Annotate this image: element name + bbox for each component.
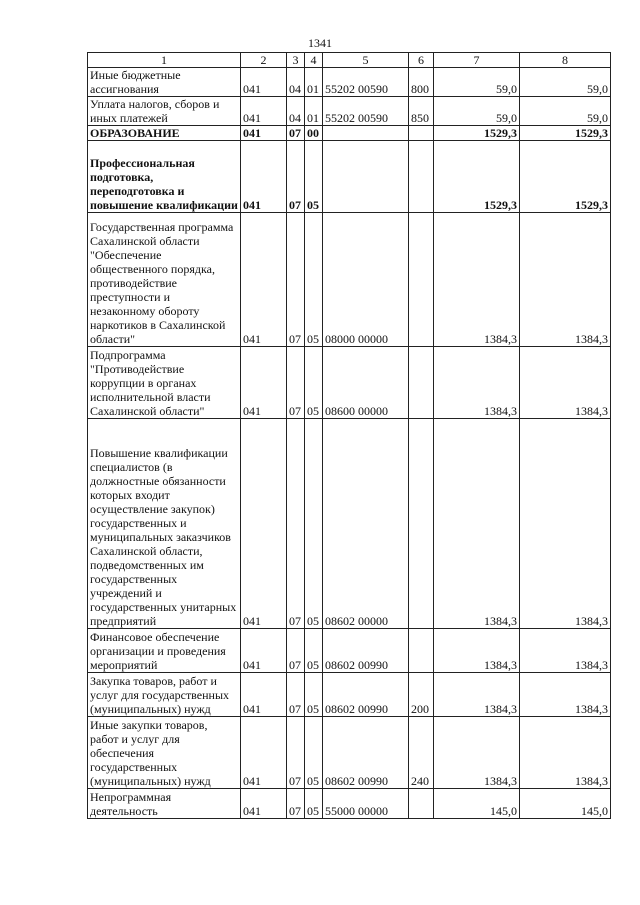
row-amount-1-cell: 59,0 xyxy=(434,68,520,97)
page-number: 1341 xyxy=(308,36,332,50)
row-subsection-cell: 01 xyxy=(305,68,323,97)
table-row xyxy=(88,717,611,789)
row-expense-type-cell xyxy=(409,419,434,629)
table-row xyxy=(88,126,611,141)
row-target-cell: 08602 00990 xyxy=(323,629,409,673)
row-expense-type-cell xyxy=(409,141,434,213)
row-amount-2-cell: 59,0 xyxy=(520,97,611,126)
row-target-cell xyxy=(323,126,409,141)
row-target-cell: 08602 00000 xyxy=(323,419,409,629)
row-code-cell: 041 xyxy=(241,97,287,126)
row-subsection-cell: 05 xyxy=(305,213,323,347)
row-expense-type-cell: 800 xyxy=(409,68,434,97)
row-amount-1-cell: 1529,3 xyxy=(434,141,520,213)
row-subsection-cell: 05 xyxy=(305,347,323,419)
row-name-cell: ОБРАЗОВАНИЕ xyxy=(88,126,241,141)
row-expense-type-cell: 200 xyxy=(409,673,434,717)
row-code-cell: 041 xyxy=(241,126,287,141)
row-section-cell: 07 xyxy=(287,419,305,629)
row-name-cell: Государственная программа Сахалинской области "Обеспечение общественного порядка, противодействие преступности и незаконному обороту наркотиков в Сахалинской области" xyxy=(88,213,241,347)
row-code-cell: 041 xyxy=(241,419,287,629)
header-col-6: 6 xyxy=(409,53,434,68)
row-amount-1-cell: 145,0 xyxy=(434,789,520,819)
row-expense-type-cell xyxy=(409,347,434,419)
table-row xyxy=(88,213,611,347)
row-section-cell: 04 xyxy=(287,97,305,126)
row-section-cell: 07 xyxy=(287,717,305,789)
row-amount-2-cell: 145,0 xyxy=(520,789,611,819)
row-target-cell: 55000 00000 xyxy=(323,789,409,819)
table-row xyxy=(88,673,611,717)
row-target-cell xyxy=(323,141,409,213)
budget-table xyxy=(87,52,611,819)
row-target-cell: 08602 00990 xyxy=(323,717,409,789)
row-amount-1-cell: 1384,3 xyxy=(434,419,520,629)
row-section-cell: 07 xyxy=(287,789,305,819)
row-expense-type-cell: 240 xyxy=(409,717,434,789)
row-amount-1-cell: 1384,3 xyxy=(434,673,520,717)
row-amount-2-cell: 1384,3 xyxy=(520,213,611,347)
row-name-cell: Подпрограмма "Противодействие коррупции в органах исполнительной власти Сахалинской области" xyxy=(88,347,241,419)
header-col-2: 2 xyxy=(241,53,287,68)
row-code-cell: 041 xyxy=(241,347,287,419)
row-name-cell: Непрограммная деятельность xyxy=(88,789,241,819)
row-name-cell: Закупка товаров, работ и услуг для государственных (муниципальных) нужд xyxy=(88,673,241,717)
row-amount-2-cell: 1384,3 xyxy=(520,717,611,789)
row-target-cell: 55202 00590 xyxy=(323,97,409,126)
row-expense-type-cell: 850 xyxy=(409,97,434,126)
row-subsection-cell: 05 xyxy=(305,717,323,789)
header-col-3: 3 xyxy=(287,53,305,68)
row-target-cell: 55202 00590 xyxy=(323,68,409,97)
table-row xyxy=(88,97,611,126)
row-code-cell: 041 xyxy=(241,213,287,347)
row-name-cell: Уплата налогов, сборов и иных платежей xyxy=(88,97,241,126)
row-amount-1-cell: 1384,3 xyxy=(434,213,520,347)
row-section-cell: 07 xyxy=(287,347,305,419)
row-amount-2-cell: 1384,3 xyxy=(520,347,611,419)
header-col-1: 1 xyxy=(88,53,241,68)
row-name-cell: Финансовое обеспечение организации и проведения мероприятий xyxy=(88,629,241,673)
row-subsection-cell: 05 xyxy=(305,141,323,213)
row-amount-2-cell: 1384,3 xyxy=(520,673,611,717)
row-expense-type-cell xyxy=(409,213,434,347)
row-target-cell: 08600 00000 xyxy=(323,347,409,419)
row-amount-1-cell: 1384,3 xyxy=(434,717,520,789)
row-code-cell: 041 xyxy=(241,141,287,213)
row-amount-1-cell: 1384,3 xyxy=(434,347,520,419)
row-name-cell: Иные закупки товаров, работ и услуг для обеспечения государственных (муниципальных) нужд xyxy=(88,717,241,789)
table-row xyxy=(88,629,611,673)
row-amount-2-cell: 59,0 xyxy=(520,68,611,97)
row-section-cell: 07 xyxy=(287,673,305,717)
row-amount-1-cell: 1529,3 xyxy=(434,126,520,141)
row-section-cell: 07 xyxy=(287,213,305,347)
row-amount-2-cell: 1529,3 xyxy=(520,141,611,213)
row-name-cell: Повышение квалификации специалистов (в должностные обязанности которых входит осуществление закупок) государственных и муниципальных заказчиков Сахалинской области, подведомственных им государственных учреждений и государственных унитарных предприятий xyxy=(88,419,241,629)
row-target-cell: 08000 00000 xyxy=(323,213,409,347)
row-code-cell: 041 xyxy=(241,789,287,819)
row-code-cell: 041 xyxy=(241,717,287,789)
table-header-row xyxy=(88,53,611,68)
row-subsection-cell: 05 xyxy=(305,789,323,819)
row-expense-type-cell xyxy=(409,789,434,819)
row-name-cell: Профессиональная подготовка, переподготовка и повышение квалификации xyxy=(88,141,241,213)
row-subsection-cell: 00 xyxy=(305,126,323,141)
table-row xyxy=(88,347,611,419)
header-col-4: 4 xyxy=(305,53,323,68)
row-code-cell: 041 xyxy=(241,673,287,717)
row-amount-2-cell: 1384,3 xyxy=(520,629,611,673)
row-section-cell: 07 xyxy=(287,141,305,213)
row-subsection-cell: 05 xyxy=(305,419,323,629)
table-row xyxy=(88,419,611,629)
row-name-cell: Иные бюджетные ассигнования xyxy=(88,68,241,97)
table-row xyxy=(88,68,611,97)
header-col-5: 5 xyxy=(323,53,409,68)
row-code-cell: 041 xyxy=(241,68,287,97)
header-col-8: 8 xyxy=(520,53,611,68)
row-section-cell: 04 xyxy=(287,68,305,97)
header-col-7: 7 xyxy=(434,53,520,68)
table-row xyxy=(88,789,611,819)
row-code-cell: 041 xyxy=(241,629,287,673)
row-section-cell: 07 xyxy=(287,126,305,141)
row-amount-1-cell: 59,0 xyxy=(434,97,520,126)
row-subsection-cell: 05 xyxy=(305,673,323,717)
row-amount-2-cell: 1529,3 xyxy=(520,126,611,141)
row-section-cell: 07 xyxy=(287,629,305,673)
row-amount-1-cell: 1384,3 xyxy=(434,629,520,673)
row-expense-type-cell xyxy=(409,629,434,673)
row-expense-type-cell xyxy=(409,126,434,141)
row-subsection-cell: 05 xyxy=(305,629,323,673)
table-row xyxy=(88,141,611,213)
row-amount-2-cell: 1384,3 xyxy=(520,419,611,629)
row-target-cell: 08602 00990 xyxy=(323,673,409,717)
row-subsection-cell: 01 xyxy=(305,97,323,126)
